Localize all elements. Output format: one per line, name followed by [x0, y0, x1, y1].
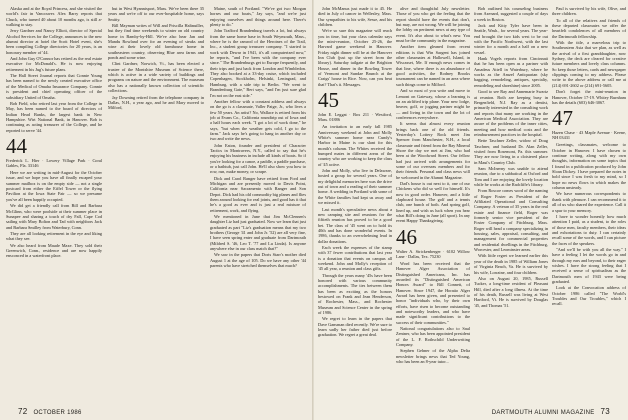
column-paragraph: Last month's speculative news about a new camping site and reunions for the fiftieth reunion has proved to be a good bet. The class of '45 went on to hold its 40th and has done wonderful events. In 1986, thanks to an overwhelming lead in dollar donations.	[318, 206, 392, 244]
column-paragraph: Also on August 20, 1985, Russell Tucker, a long-time resident of Pleasant Hill, died after a long illness. At the time of his death, Russell was living at West Hartford, Vt. He is survived by Douglas '45, and Thomas '51.	[474, 275, 548, 308]
column-paragraph: Bob Field, who retired last year from the College in May, has been named to the board of directors of Indian Head Banks, the largest bank in New Hampshire. Wirt National Bank, in Hanover. Bob is continuing as acting treasurer of the College, and he reported to serve '44.	[6, 100, 102, 133]
column-paragraph: John Eaton, founder and president of Character Tactics in Montravers, N.Y., called to say that he's enjoying his business in include all kinds of boats. So if you're looking for a canoe, a paddle, a paddle purchase, or a bathtub, just call John. He'll also show you how to row, run, make money, or scrape.	[210, 142, 306, 175]
column-paragraph: Hank Vogels reports from Cincinnati that he has been open as a partner with Amadeus Attell in Waterbury, where he works as the Amzel Antiquarian (sky bagging, remodeling, antiques, specialty, remodeling and shoeshine) since 2005.	[474, 56, 548, 88]
column-paragraph: Bette Taschner Zeller, widow of Doug Taschner, and husband Dr. Alan Zeller, visited from Rosemont, Pa. this summer. They are now living in a cloistered place in Maui's Country Club.	[474, 138, 548, 165]
column-paragraph: Dick and Carol Ranger have retired from Ford and Michigan and are presently moved to Davis Point, California near Sacramento with Ranger and Son Depot. Dick had his old commodity big planes and flies them around looking for real joints, and good has it that he's a good as ever and is just a real mixture of retirement, work, and flying.	[210, 175, 306, 213]
column-paragraph: With the title, a marvelous trip to Southeastern Asia that we plan, as well as the arrival of a first granddaughter, now Sydney, the deck are cleared for creative future members and lovely class columns. So keep those letters, cards and newspaper clippings coming to my address. Please write to the above address or call me at (214) 691-2602 or (214) 691-5605.	[552, 40, 626, 88]
column-paragraph: Each week the expenses of the stamp with 37 fewer contributions that last year is a donation that events on campus all weekend. John and Molly's reception of '45 all year, a reunion and class gifts.	[318, 244, 392, 272]
column-paragraph: Bill Mayman writes of Will and Priscilla Haltnuiller, but they find time weekends to winter on old country home in Bamby-by-Hill. We've also hear Jan and Mandu Rowland over for an evening of steaks and wine at their lovely old farmhouse home in southeastern country, observing Blue area farms and ponds and some wine.	[108, 23, 204, 61]
column-paragraph: Another item gleaned from recent editions is that Win Sargent has joined other classmates at Hallowell, Island, in Wiscasset, Me. If enough news comes in that line, where there is an abundance of good activities, the Rodney Brooks tournament can be named in an area where such things come to Milford.	[396, 44, 470, 87]
left-page-column-1	[6, 6, 102, 402]
class-year-number: 44	[6, 133, 27, 158]
column-paragraph: The Hall Street Journal reports that Connie Young has been named to the newly created executive office of the Medical of Omaha Insurance Company. Connie is president and chief operating officer of the subsidiary United of Omaha.	[6, 73, 102, 100]
column-paragraph: We regret to learn in the papers that Dave Gansman died recently. We're sure to learn sadly her father died just before graduation. We regret a great deal.	[318, 316, 392, 338]
left-folio	[18, 407, 82, 416]
class-year-number: 46	[396, 224, 417, 249]
column-paragraph: Don't forget the mini-reunion in Hanover, October 17-19. Whitey Burnham has the details (603) 646-3067.	[552, 89, 626, 105]
class-secretary-address: John E. Leggat · Box 211 · Westford, Mass. 01886	[318, 112, 392, 123]
column-paragraph: And so most of you write and move to Lemont on Gateway, whose a learning is on an airlifted trip plane. Your new lodge, beaver, golf, or jogging partner might be — and living in the town and the lot of conferences everywhere.	[396, 88, 470, 120]
column-paragraph: To all of the relatives and friends of these departed classmates we offer the heartfelt condolences of all members of the Dartmouth fellowship.	[552, 17, 626, 39]
column-paragraph: Jerry Gardner and Nancy Elliott, director of Special Alcohol Services for the College, announces to the new alumni director at hotel the Scott Hotel event, she's been compiling College directories for 20 years, is an honorary member of '44.	[6, 28, 102, 55]
column-paragraph: They are all looking retirement in the eye and liking what they see.	[6, 230, 102, 242]
class-year-number: 47	[552, 106, 573, 131]
column-paragraph: It seems that almost every reunion brings back one of the old friends. Yesterday's Lottery Rock meet Jim Spencer from Manchester, N.H., a local classmate and friend from the Bay Mineral Shore the day we met at Jim, who had been at the Woodward Street. Our fellow had just arrived with arrangements for some of our overseas members and for their friends. Personal and class news will be welcomed in the Alumni Magazine.	[396, 121, 470, 180]
column-paragraph: We saw in the papers that Doris Starr's mother died August 1 at the age of 105. Do we have any other '44 parents who have stretched themselves that much?	[210, 252, 306, 269]
column-paragraph: Clint Gardner, Norwich, Vt., has been elected a trustee of the Montshire Museum of Science there, which is active in a wide variety of buildings and programs on nature and the environment. The museum also has a nationally known collection of scientific collections.	[108, 61, 204, 94]
column-paragraph: We also heard from Maude Maxe. They sold their Greenwich, Conn., residence and are now happily ensconced in a waterfront place.	[6, 242, 102, 259]
column-paragraph: We did get a friendly call from Bill and Barbara McGlinn, who were poolside at their summer place in Sunapee and sharing a touch of dry Fall, Cape Cod sailing with Mary Bolton and Tad with neighbors Jack and Barbara Smilley from Waterbury, Conn.	[6, 203, 102, 230]
column-paragraph: John and Molly, who live in Delaware, hosted a group for several years. One of my delightful memories here was the drive out of town and a reading of their summer home. A wedding in Portland with some of the White families had kept us away and we missed it.	[318, 168, 392, 206]
column-paragraph: I have to wonder honestly how much attention I paid, as a student, to the roles of those men, faculty members, their ideas and exhortations to duty. I can certainly recall some of the words, and I can picture the faces of the speakers.	[552, 213, 626, 246]
column-paragraph: Look at the Convocation address of October 1986 called "The World's Troubles and Our Troubles," which I recall.	[552, 285, 626, 307]
column-paragraph: Sam McInerny was unable to attend reunion, due to a sabbatical at Oxford and Tom and I are enjoying the lovely location while he works at the Radcliffe's library.	[474, 165, 548, 187]
column-paragraph: Jack and Kitty Tyler have been in Seattle, Wash., for several years. The year-end brought the two kids west to be out with the Pacific Northwest, with the last winter for a month and a half on a new vessel.	[474, 23, 548, 55]
right-folio	[492, 407, 610, 416]
column-paragraph: Alaska and at the Royal Princess, and she visited the world's fair in Vancouver. Alex Barry reports that Chuck, who turned 40 about 10 months ago, is still a-walking to stay.	[6, 6, 102, 28]
left-page-column-3	[210, 6, 306, 402]
column-paragraph: From Roscoe comes word of the naming of Roger Foster as President of the Affiliated Operational and Consulting Company. A veteran of 35 years in the real estate and finance field, Roger was formerly senior vice president of the Foster Company of Fitchburg, Mass. Roger will head a company specializing in housing, sales, appraisal, consulting, and management for commercial properties and residential dwellings in the Fitchburg, Worcester, and Leominster areas.	[474, 188, 548, 253]
column-paragraph: Jay Downing retired from the telephone company in Dallas, N.H., a year ago, and he and Mary moved to Milford,	[108, 94, 204, 111]
column-paragraph: Here we are writing in mid-August for the October issue, and we hope you have all finally escaped your summer mailbox is on the empty side — not a single postcard from either the Eiffel Tower or the flying Pavilion at the Iowa State Fair — so we presume you've all been happily occupied.	[6, 170, 102, 202]
column-paragraph: Word has been received that the Hanover Alger Association of Distinguished Americans, Inc. has awarded its "Distinguished American Honors Award" to Bill Connett, of Hanover. Since 1947, the Horatio Alger Award has been given, and presented to honor "individuals who, by their own efforts, have risen to become outstanding and noteworthy leaders, and who have made significant contributions to the success of their communities."	[396, 260, 470, 325]
right-page-column-1	[318, 6, 392, 402]
column-paragraph: National congratulations also to Saul Zentner, who has been appointed president of the L. F. Rothschild Underwriting Company.	[396, 326, 470, 348]
column-paragraph: An invitation to an early fall 1985 Anniversary weekend at John and Molly White's summer home near Cundy's Harbor in Maine is our slant for this month's column. The Whites received the bumped mates in different areas of the country who are working to keep the class of '45 active.	[318, 124, 392, 167]
right-page-column-2	[396, 6, 470, 402]
class-secretary-address: Walter A. Strickenberger · 6102 Willow Lane · Dallas, Tex. 75230	[396, 248, 470, 259]
column-paragraph: We're so sure this magazine will reach you in time, but your class calendar says the mini-reunion, October 25-26, the Harvard game weekend in Hanover. Friday night dinner will be at the Hanover Inn Club (just up the street from the library). Saturday tailgate at the Brighton House, and dinner in the Bowling Tower of Vermont and Sundae Brunch at the Craigs' house in Rice. Now, can you beat that? That's it. Messages.	[318, 28, 392, 87]
column-paragraph: alive and thoughtful July newsletter. Those of you who get the feeling that the report should have the events that don't, but may, are not wrong. We will be joining the lobby on pertinent news at any type of event. It's also about to what's new. You must be the community in the magazine.	[396, 6, 470, 44]
right-page-number: 73	[600, 407, 610, 416]
column-paragraph: With little regret we learned earlier this year of the death in 1985 of William Jones of Virginia Beach, Va. He is survived by his wife, Lorraine, and four children.	[474, 253, 548, 275]
right-page-column-3	[474, 6, 548, 402]
column-paragraph: We mentioned in June that Jim McClennen's daughter Liz had just graduated. Now we learn that just graduated as part "Liz's graduation means that my two brothers (George '41 and John Jr. '52) are all very fine, I have seen spring enter and graduate from Dartmouth (Mildred S. '46, Leo T. '77 and Lu Linda). Is anyone anywhere else in our class match that?"	[210, 214, 306, 252]
column-paragraph: Good to see Ray and Annemarie Swartz at reunion. Both are keeping busy in Bergenfield, N.J. Ray as a dentist, primarily interested in the consulting work and reports that many are working in the American Medical Association. They are aware of the problems of the inner cities, meeting and how medical costs and the reimbursement practices in the hospital.	[474, 89, 548, 137]
right-page	[314, 0, 628, 420]
column-paragraph: Dad's house is out next to it, one of our Chickens who did so well for himself. It's now in good order. Hanover, and a little clapboard house. The golf and a tennis club, one bunch of both. And spring golf, lined up, and wish us luck when you hear what Bill's doing in June (all sport). In any event Happy Thanksgiving.	[396, 181, 470, 224]
column-paragraph: Greetings, classmates, welcome to October in Hanover. I have chosen to continue writing, along with my own thoughts, information on some topics that I found in a publication produced by John Sloan Dickey. I have prepared the notes in bold since I was fresh to my mind, so I hope no news flows in which makes the column unsteady.	[552, 142, 626, 191]
column-paragraph: And John Guy O'Connor has retired as the real estate executive for McDonald's. He is now enjoying retirement in his Jug's future plans.	[6, 56, 102, 72]
column-paragraph: but in West Hyannisport, Mass. We've been there 35 years and we're off to our ever-hospitable home, says Smitty.	[108, 6, 204, 22]
column-paragraph: Another fellow with a constant address and always on the go is a classmate, Valler Paige, Jr., who lives a few 50 years. An artist? No, Wallace is retired from his job at Evans Co., California roundtrip out of Iowa and a half hours each week. "I got a lot of work done," he says, "but when the weather gets cold, I go to the farm." Jack says he's going to hang in another day or two and write the news.	[210, 98, 306, 142]
class-secretary-address: Hazen Chase · 43 Maple Avenue · Keene, NH 03431	[552, 130, 626, 141]
right-magazine-name: DARTMOUTH ALUMNI MAGAZINE	[491, 410, 595, 416]
column-paragraph: Through the years many '45s have been honored with various community accomplishments. The ties between them has been as exciting as the honors bestowed on Frank and Jean Henderson, of Rochester, Mass., and Rochester Museum and Science Center in the spring of 1986.	[318, 272, 392, 316]
class-year-number: 45	[318, 88, 339, 113]
column-paragraph: We have numerous correspondents to thank with pleasure. I can recommend it to all of us who shared the experience. Call it a spur to your memory.	[552, 191, 626, 213]
right-page-column-4	[552, 6, 626, 402]
column-paragraph: John Trafford Brandenburg travels a lot, but always from the same home base in South Weymouth, Mass., where he is the ramrod of the Heroines of the Trail, Inc., a student group treasurer company. "I started to work with Dewar in 1941, it's all computerized now," he reports, "and I've been with the company ever since." The Brandenburgs get to Europe frequently, and their trips and just back from London and Wimbledon. They also booked at a 33-day cruise, which included Copenhagen, Stockholm, Helsinki, Leningrad, and Hamburg, with a side trip to Berlin. "We went to Brandenburg Gate," Bert says, "and I'm just sure glad I'm not on the east side."	[210, 28, 306, 98]
column-paragraph: Stephen Gehner of the Alpha Delta newsletter brings news that Ted Young, who has been an 8-year tutor...	[396, 348, 470, 365]
column-paragraph: Bob outlined his counseling business from Azenard, suggested a couple of days a week in Boston.	[474, 6, 548, 22]
column-paragraph: Paul is survived by his wife, Olive, and three children.	[552, 6, 626, 17]
left-page-number: 72	[18, 407, 28, 416]
column-paragraph: Maine, south of Portland. "We've got two Morgan horses and our boats," Jay says, "and we're just enjoying ourselves and things around here. There's plenty to do."	[210, 6, 306, 28]
column-paragraph: "And we'll be with you all the way." I have a feeling I let the words go in and through my ears and beyond, to their eager wishes. I have the strong feeling that I received a sense of spiritualism as the Dartmouth men of 1943 were being graduated.	[552, 246, 626, 284]
class-secretary-address: Frederick L. Hier · Lowery Village Park · Coral Gables, Fla. 33146	[6, 157, 102, 168]
left-page-column-2	[108, 6, 204, 402]
column-paragraph: John McManus just made it to 45. He died in July of cancer in Wellesley, Mass. Our sympathies to his wife, Sesse, and his children.	[318, 6, 392, 28]
left-issue-date: OCTOBER 1986	[33, 410, 82, 416]
